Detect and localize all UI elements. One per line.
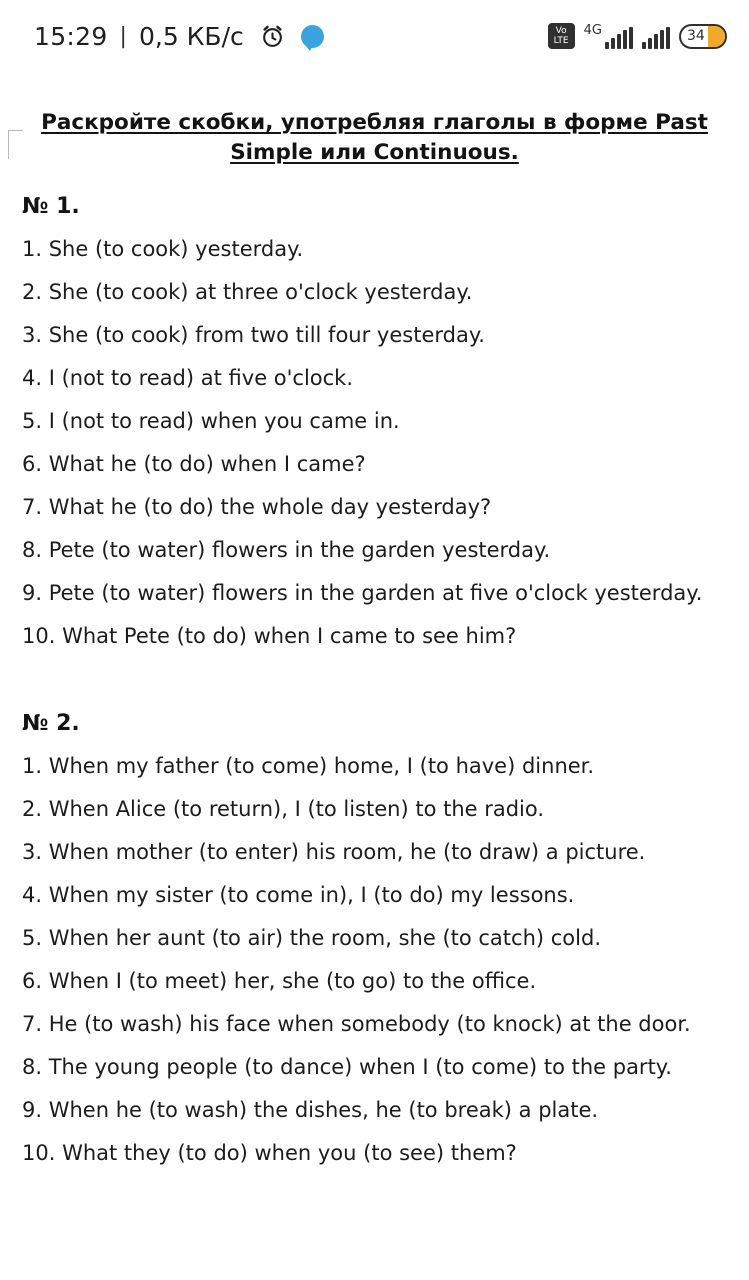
battery-indicator <box>679 24 727 49</box>
list-item: 2. When Alice (to return), I (to listen) to the radio. <box>22 797 545 821</box>
question-list <box>20 753 729 1166</box>
exercise-section-2 <box>20 711 729 1166</box>
list-item: 9. Pete (to water) flowers in the garden at five o'clock yesterday. <box>22 581 703 605</box>
page-corner-mark <box>8 130 23 159</box>
signal-strength-sim2 <box>642 23 670 49</box>
list-item: 8. Pete (to water) flowers in the garden yesterday. <box>22 538 551 562</box>
signal-bars-icon <box>642 27 670 49</box>
messenger-bubble-icon <box>301 25 324 48</box>
signal-strength-sim1 <box>584 23 633 49</box>
status-bar <box>0 0 749 72</box>
network-speed-label: 0,5 КБ/с <box>138 21 244 51</box>
status-clock: 15:29 <box>34 21 108 51</box>
list-item: 3. She (to cook) from two till four yesterday. <box>22 323 485 347</box>
exercise-section-1 <box>20 194 729 649</box>
list-item: 1. She (to cook) yesterday. <box>22 237 304 261</box>
network-type-label: 4G <box>583 23 602 38</box>
section-heading: № 1. <box>22 194 80 219</box>
list-item: 2. She (to cook) at three o'clock yesterday. <box>22 280 473 304</box>
list-item: 9. When he (to wash) the dishes, he (to break) a plate. <box>22 1098 599 1122</box>
battery-level-label: 34 <box>687 28 705 44</box>
status-bar-right <box>548 23 727 49</box>
list-item: 8. The young people (to dance) when I (to come) to the party. <box>22 1055 672 1079</box>
battery-fill <box>708 26 725 47</box>
page-title: Раскройте скобки, употребляя глаголы в форме Past Simple или Continuous. <box>41 110 708 165</box>
list-item: 5. When her aunt (to air) the room, she (to catch) cold. <box>22 926 601 950</box>
volte-icon <box>548 23 575 49</box>
list-item: 3. When mother (to enter) his room, he (to draw) a picture. <box>22 840 646 864</box>
list-item: 4. I (not to read) at five o'clock. <box>22 366 354 390</box>
list-item: 7. What he (to do) the whole day yesterday? <box>22 495 492 519</box>
volte-label-bottom: LTE <box>553 36 569 46</box>
list-item: 10. What Pete (to do) when I came to see him? <box>22 624 517 648</box>
status-bar-left <box>34 22 324 51</box>
section-spacer <box>20 649 729 685</box>
list-item: 5. I (not to read) when you came in. <box>22 409 400 433</box>
list-item: 6. When I (to meet) her, she (to go) to the office. <box>22 969 537 993</box>
list-item: 4. When my sister (to come in), I (to do) my lessons. <box>22 883 575 907</box>
list-item: 1. When my father (to come) home, I (to have) dinner. <box>22 754 595 778</box>
status-separator: | <box>119 23 127 49</box>
list-item: 6. What he (to do) when I came? <box>22 452 366 476</box>
question-list <box>20 236 729 649</box>
document-body <box>0 108 749 1166</box>
section-heading: № 2. <box>22 711 80 736</box>
signal-bars-icon <box>605 27 633 49</box>
list-item: 7. He (to wash) his face when somebody (to knock) at the door. <box>22 1012 691 1036</box>
list-item: 10. What they (to do) when you (to see) them? <box>22 1141 517 1165</box>
volte-label-top: Vo <box>555 26 567 36</box>
alarm-clock-icon <box>260 24 285 49</box>
